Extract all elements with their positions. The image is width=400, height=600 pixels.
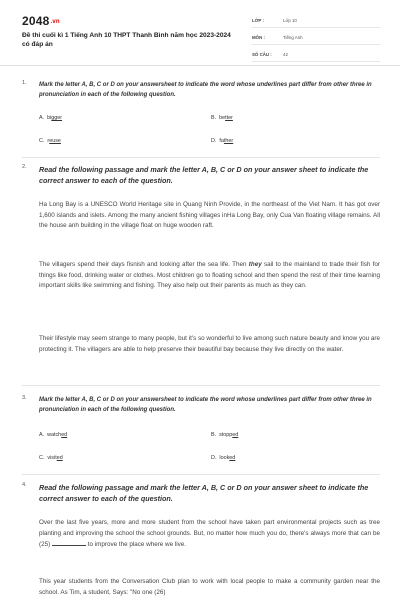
question-number: 4. (22, 482, 27, 488)
question-instruction: Read the following passage and mark the letter A, B, C or D on your answer sheet to indicate the correct answer to each of the question. (39, 165, 369, 185)
divider (22, 474, 380, 475)
exam-meta (252, 14, 380, 65)
question-instruction: Mark the letter A, B, C or D on your answersheet to indicate the word whose underlines part differ from other three in pronunciation in each of the following question. (39, 397, 372, 413)
answer-blank (52, 539, 86, 546)
option-a[interactable] (39, 115, 62, 121)
passage-paragraph-1: Ha Long Bay is a UNESCO World Heritage site in Quang Ninh Provide, in the northeast of the Viet Nam. It has got over 1,600 islands and islets. Among the many ancient fishing villages inHa Long Bay, only Cua Van floating village remains. All the house anh building in the village float on huge wooden raft. (39, 201, 380, 229)
option-letter: D. (211, 455, 217, 461)
option-text: watch (47, 432, 62, 438)
page-title: Đề thi cuối kì 1 Tiếng Anh 10 THPT Thanh Bình năm học 2023-2024 có đáp án (22, 32, 231, 48)
question-instruction: Read the following passage and mark the letter A, B, C or D on your answer sheet to indicate the correct answer to each of the question. (39, 483, 369, 503)
option-letter: B. (211, 115, 217, 121)
option-letter: D. (211, 138, 217, 144)
question-4 (22, 482, 380, 512)
question-number: 1. (22, 80, 27, 86)
option-text: fa (219, 138, 224, 144)
passage-paragraph-2: This year students from the Conversation Club plan to work with local people to make a community garden near the school. As Tim, a student, Says: "No one (26) (39, 578, 380, 596)
option-underlined: ther (223, 138, 234, 144)
meta-value: 42 (283, 52, 288, 57)
passage-paragraph-1 (39, 518, 380, 551)
option-text: r (47, 138, 50, 144)
meta-label: SỐ CÂU : (252, 52, 272, 57)
question-number: 3. (22, 395, 27, 401)
question-2 (22, 164, 380, 194)
option-b[interactable] (211, 115, 233, 121)
option-text: be (219, 115, 226, 121)
option-underlined: gger (51, 115, 63, 121)
option-underlined: ed (61, 432, 68, 438)
option-underlined: euse (49, 138, 61, 144)
meta-value: Lớp 10 (283, 18, 297, 23)
option-text: bi (47, 115, 52, 121)
option-d[interactable] (211, 138, 233, 144)
document-header (0, 0, 400, 66)
option-c[interactable] (39, 138, 61, 144)
meta-label: LỚP : (252, 18, 264, 23)
paragraph-text: sail to the mainland to trade their fish for things like food, drinking water or clothes. Most children go to floating school and then spend the rest of their time learning important skills like swimming and fishing. They also help out their parents as much as they can. (39, 261, 381, 289)
divider (22, 157, 380, 158)
option-a[interactable] (39, 432, 67, 438)
meta-value: Tiếng Anh (283, 35, 303, 40)
logo-text: 2048 (22, 14, 50, 28)
option-underlined: ed (232, 432, 239, 438)
option-letter: A. (39, 115, 45, 121)
question-3 (22, 395, 380, 467)
highlighted-word: they (248, 261, 262, 268)
paragraph-text: The villagers spend their days fisnish and looking after the sea life. Then (39, 261, 249, 268)
option-letter: B. (211, 432, 217, 438)
question-1 (22, 80, 380, 150)
option-underlined: ed (229, 455, 236, 461)
meta-row-subject (252, 31, 380, 45)
paragraph-text: to improve the place where we live. (85, 541, 187, 548)
option-d[interactable] (211, 455, 235, 461)
meta-row-class (252, 14, 380, 28)
logo-suffix: .vn (50, 18, 60, 25)
paragraph-text: Over the last five years, more and more student from the school have taken part environmental projects such as tree planting and improving the school the school grounds. But, no matter how much you do, there's always more that can be (25) (39, 519, 380, 548)
option-text: visit (47, 455, 57, 461)
option-letter: C. (39, 455, 45, 461)
passage-paragraph-3: Their lifestyle may seem strange to many people, but it's so wonderful to live among such nature beauty and know you are protecting it. The villagers are able to help preserve their beautiful bay because they live directly on the water. (39, 335, 380, 353)
question-number: 2. (22, 164, 27, 170)
passage-paragraph-2 (39, 260, 380, 292)
option-underlined: tter (225, 115, 233, 121)
option-text: look (219, 455, 230, 461)
meta-label: MÔN : (252, 35, 265, 40)
meta-row-count (252, 48, 380, 62)
site-logo[interactable] (22, 14, 60, 28)
option-letter: A. (39, 432, 45, 438)
option-text: stopp (219, 432, 233, 438)
option-b[interactable] (211, 432, 238, 438)
option-c[interactable] (39, 455, 63, 461)
divider (22, 385, 380, 386)
question-instruction: Mark the letter A, B, C or D on your answersheet to indicate the word whose underlines part differ from other three in pronunciation in each of the following question. (39, 82, 372, 98)
option-underlined: ed (56, 455, 63, 461)
option-letter: C. (39, 138, 45, 144)
